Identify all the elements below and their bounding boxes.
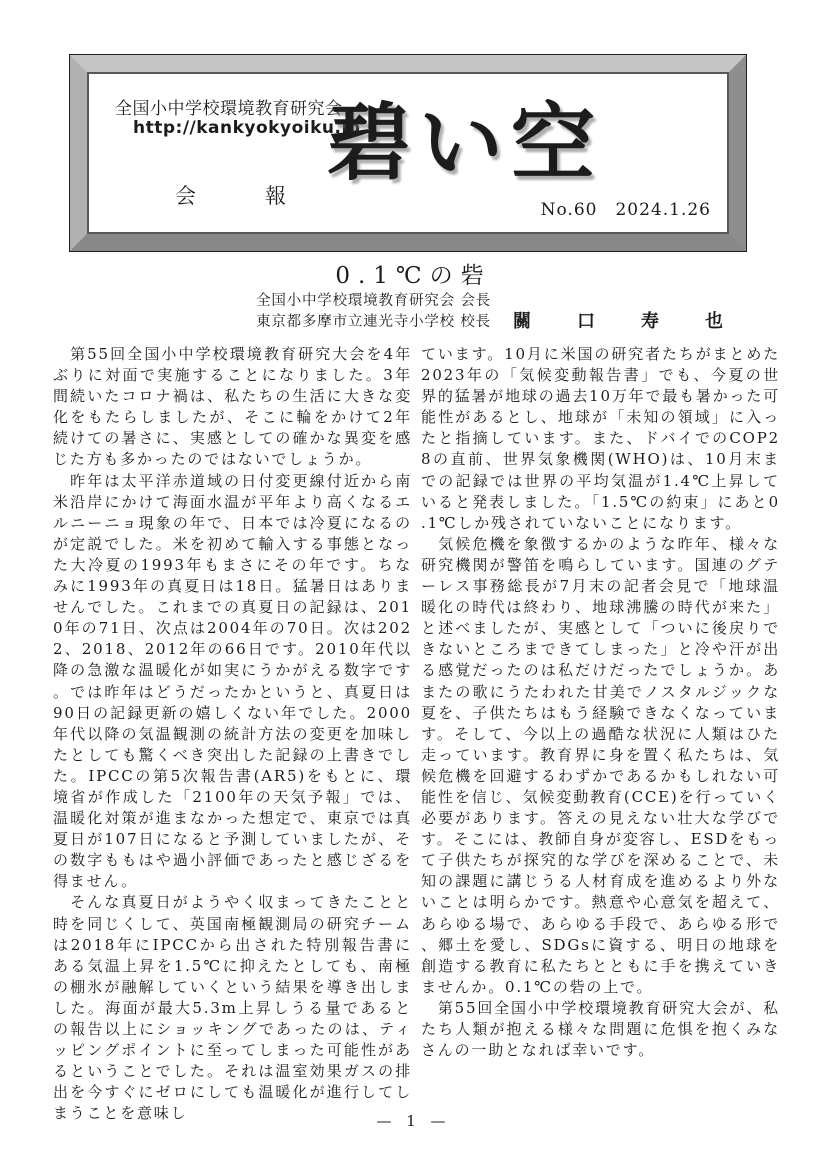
author-block: [256, 291, 737, 333]
frame-inner-line: [87, 72, 729, 234]
newsletter-title-calligraphy: 碧い空: [327, 93, 604, 192]
author-affiliation-line2: 東京都多摩市立連光寺小学校 校長: [256, 314, 491, 330]
body-paragraph: 第55回全国小中学校環境教育研究大会を4年ぶりに対面で実施することになりました。3年間続いたコロナ禍は、私たちの生活に大きな変化をもたらしましたが、そこに輪をかけて2年続けての暑さに、実感としての確かな異変を感じた方も多かったのではないでしょうか。: [53, 345, 412, 469]
right-column: [421, 344, 780, 1124]
body-paragraph: 第55回全国小中学校環境教育研究大会が、私たち人類が抱える様々な問題に危惧を抱くみなさんの一助となれば幸いです。: [421, 998, 780, 1060]
frame-bevel: [70, 55, 746, 251]
issue-number-date: No.60 2024.1.26: [540, 200, 711, 220]
left-column: [53, 344, 412, 1124]
masthead-content: [89, 74, 727, 232]
article-title: 0.1℃の砦: [335, 263, 492, 289]
page-number: — 1 —: [376, 1112, 451, 1130]
masthead-frame: [69, 54, 747, 252]
body-paragraph: 気候危機を象徴するかのような昨年、様々な研究機関が警笛を鳴らしています。国連のグテーレス事務総長が7月末の記者会見で「地球温暖化の時代は終わり、地球沸騰の時代が来た」と述べましたが、実感として「ついに後戻りできないところまできてしまった」と冷や汗が出る感覚だったのは私だけだったでしょうか。あまたの歌にうたわれた甘美でノスタルジックな夏を、子供たちはもう経験できなくなっています。そして、今以上の過酷な状況に人類はひた走っています。教育界に身を置く私たちは、気候危機を回避するわずかであるかもしれない可能性を信じ、気候変動教育(CCE)を行っていく必要があります。答えの見えない壮大な学びです。そこには、教師自身が変容し、ESDをもって子供たちが探究的な学びを深めることで、未知の課題に講じうる人材育成を進めるより外ないことは明らかです。熱意や心意気を超えて、あらゆる場で、あらゆる手段で、あらゆる形で、郷土を愛し、SDGsに資する、明日の地球を創造する教育に私たちとともに手を携えていきませんか。0.1℃の砦の上で。: [421, 534, 780, 996]
bulletin-label: 会 報: [175, 184, 310, 208]
organization-name: 全国小中学校環境教育研究会: [115, 99, 343, 119]
body-paragraph: 昨年は太平洋赤道域の日付変更線付近から南米沿岸にかけて海面水温が平年より高くなるエルニーニョ現象の年で、日本では冷夏になるのが定説でした。米を初めて輸入する事態となった大冷夏の1993年もまさにその年です。ちなみに1993年の真夏日は18日。猛暑日はありませんでした。これまでの真夏日の記録は、2010年の71日、次点は2004年の70日。次は2022、2018、2012年の66日です。2010年代以降の急激な温暖化が如実にうかがえる数字です。では昨年はどうだったかというと、真夏日は90日の記録更新の嬉しくない年でした。2000年代以降の気温観測の統計方法の変更を加味したとしても驚くべき突出した記録の上書きでした。IPCCの第5次報告書(AR5)をもとに、環境省が作成した「2100年の天気予報」では、温暖化対策が進まなかった想定で、東京では真夏日が107日になると予測していましたが、その数字ももはや過小評価であったと感じざるを得ません。: [53, 471, 412, 891]
body-paragraph: そんな真夏日がようやく収まってきたことと時を同じくして、英国南極観測局の研究チームは2018年にIPCCから出された特別報告書にある気温上昇を1.5℃に抑えたとしても、南極の棚氷が融解していくという結果を導き出しました。海面が最大5.3m上昇しうる量であるとの報告以上にショッキングであったのは、ティッピングポイントに至ってしまった可能性があるということでした。それは温室効果ガスの排出を今すぐにゼロにしても温暖化が進行してしまうことを意味し: [53, 893, 412, 1123]
frame-outer-edge: [69, 54, 747, 252]
article-body: [53, 344, 780, 1124]
organization-url: http://kankyokyoiku.jp: [133, 118, 361, 138]
author-affiliation: [256, 291, 491, 333]
author-affiliation-line1: 全国小中学校環境教育研究会 会長: [256, 293, 491, 309]
author-name: 關 口 寿 也: [513, 311, 737, 332]
body-paragraph: ています。10月に米国の研究者たちがまとめた2023年の「気候変動報告書」でも、今夏の世界的猛暑が地球の過去10万年で最も暑かった可能性があるとし、地球が「未知の領域」に入ったと指摘しています。また、ドバイでのCOP28の直前、世界気象機関(WHO)は、10月末までの記録では世界の平均気温が1.4℃上昇していると発表しました。「1.5℃の約束」にあと0.1℃しか残されていないことになります。: [421, 345, 780, 532]
